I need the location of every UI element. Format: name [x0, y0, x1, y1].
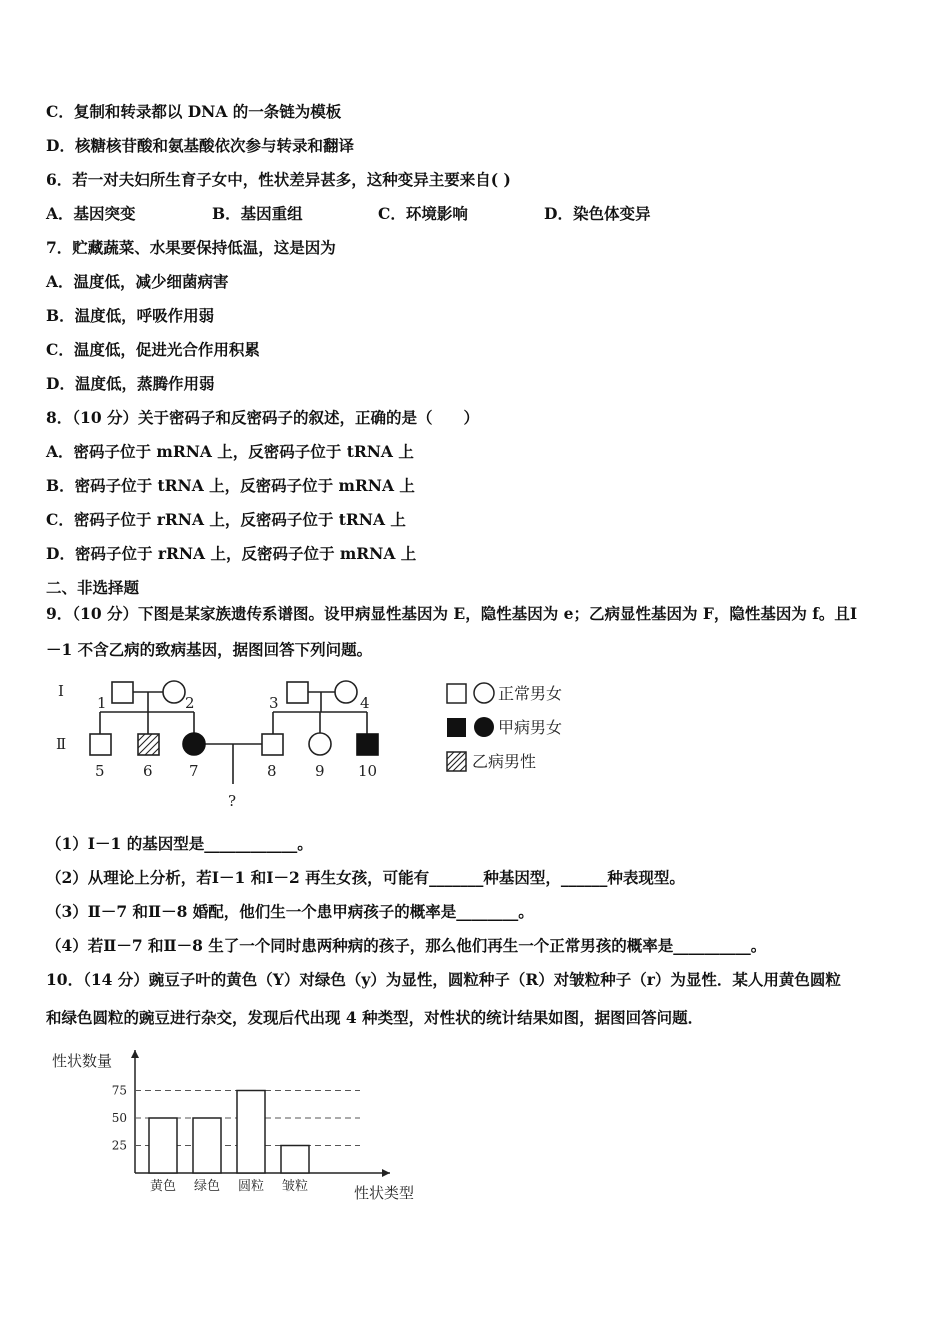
- q8-option-c: C．密码子位于 rRNA 上，反密码子位于 tRNA 上: [46, 510, 406, 529]
- generation-i-label: Ⅰ: [58, 682, 64, 700]
- x-axis-arrow: [382, 1169, 390, 1177]
- label-1: 1: [97, 694, 107, 712]
- pedigree-figure: [40, 672, 600, 812]
- label-unknown-child: ?: [228, 792, 237, 810]
- bar-皱粒: [281, 1146, 309, 1174]
- y-axis-arrow: [131, 1050, 139, 1058]
- q7-option-b: B．温度低，呼吸作用弱: [46, 306, 215, 325]
- individual-10-disease-a-male: [357, 734, 378, 755]
- x-tick-label-黄色: 黄色: [149, 1179, 177, 1194]
- individual-3-normal-male: [287, 682, 308, 703]
- q6-stem: 6．若一对夫妇所生育子女中，性状差异甚多，这种变异主要来自( ): [46, 170, 511, 189]
- chart-xlabel: 性状类型: [354, 1184, 415, 1202]
- q7-option-c: C．温度低，促进光合作用积累: [46, 340, 260, 359]
- q7-option-d: D．温度低，蒸腾作用弱: [46, 374, 215, 393]
- q5-option-d: D．核糖核苷酸和氨基酸依次参与转录和翻译: [46, 136, 354, 155]
- bar-圆粒: [237, 1091, 265, 1174]
- individual-1-normal-male: [112, 682, 133, 703]
- q8-option-a: A．密码子位于 mRNA 上，反密码子位于 tRNA 上: [46, 442, 414, 461]
- q6-option-c: C．环境影响: [378, 204, 468, 223]
- q10-stem-line1: 10．（14 分）豌豆子叶的黄色（Y）对绿色（y）为显性，圆粒种子（R）对皱粒种子（r）为显性．某人用黄色圆粒: [46, 970, 841, 989]
- label-7: 7: [189, 762, 199, 780]
- legend-disease-b-label: 乙病男性: [472, 752, 537, 771]
- y-tick-label-50: 50: [111, 1111, 127, 1125]
- q8-option-d: D．密码子位于 rRNA 上，反密码子位于 mRNA 上: [46, 544, 417, 563]
- individual-4-normal-female: [335, 681, 357, 703]
- legend-normal-male-icon: [447, 684, 466, 703]
- q9-sub-2: （2）从理论上分析，若Ⅰ－1 和Ⅰ－2 再生女孩，可能有_______种基因型，______种表现型。: [46, 868, 685, 887]
- q6-option-a: A．基因突变: [46, 204, 136, 223]
- bar-绿色: [193, 1118, 221, 1173]
- q7-option-a: A．温度低，减少细菌病害: [46, 272, 229, 291]
- label-3: 3: [269, 694, 279, 712]
- hatch-6: [138, 734, 159, 755]
- chart-ylabel: 性状数量: [52, 1052, 113, 1070]
- legend-normal-label: 正常男女: [498, 684, 563, 703]
- q6-options: [46, 204, 650, 224]
- individual-7-disease-a-female: [183, 733, 205, 755]
- q9-sub-3: （3）Ⅱ－7 和Ⅱ－8 婚配，他们生一个患甲病孩子的概率是________。: [46, 902, 534, 921]
- label-2: 2: [185, 694, 195, 712]
- legend-disease-a-female-icon: [474, 717, 494, 737]
- q7-stem: 7．贮藏蔬菜、水果要保持低温，这是因为: [46, 238, 336, 257]
- q6-option-b: B．基因重组: [212, 204, 303, 223]
- q8-option-b: B．密码子位于 tRNA 上，反密码子位于 mRNA 上: [46, 476, 415, 495]
- individual-5-normal-male: [90, 734, 111, 755]
- generation-ii-label: Ⅱ: [56, 735, 67, 753]
- x-tick-label-圆粒: 圆粒: [237, 1179, 265, 1194]
- individual-2-normal-female: [163, 681, 185, 703]
- q9-sub-4: （4）若Ⅱ－7 和Ⅱ－8 生了一个同时患两种病的孩子，那么他们再生一个正常男孩的概率是__________。: [46, 936, 767, 955]
- q5-option-c: C．复制和转录都以 DNA 的一条链为模板: [46, 102, 342, 121]
- label-6: 6: [143, 762, 153, 780]
- x-tick-label-皱粒: 皱粒: [281, 1179, 309, 1194]
- legend-disease-a-label: 甲病男女: [498, 718, 563, 737]
- q9-sub-1: （1）Ⅰ－1 的基因型是____________。: [46, 834, 313, 853]
- q10-stem-line2: 和绿色圆粒的豌豆进行杂交，发现后代出现 4 种类型，对性状的统计结果如图，据图回答问题．: [46, 1008, 704, 1027]
- legend-normal-female-icon: [474, 683, 494, 703]
- label-9: 9: [315, 762, 325, 780]
- label-4: 4: [360, 694, 370, 712]
- y-tick-label-75: 75: [111, 1083, 127, 1098]
- label-5: 5: [95, 762, 105, 780]
- x-tick-label-绿色: 绿色: [193, 1179, 221, 1194]
- label-10: 10: [358, 762, 378, 780]
- label-8: 8: [267, 762, 277, 780]
- y-tick-label-25: 25: [111, 1138, 127, 1153]
- individual-9-normal-female: [309, 733, 331, 755]
- individual-8-normal-male: [262, 734, 283, 755]
- trait-bar-chart: [40, 1040, 440, 1210]
- section-heading: 二、非选择题: [46, 578, 140, 597]
- bar-黄色: [149, 1118, 177, 1173]
- q6-option-d: D．染色体变异: [544, 204, 651, 223]
- q9-stem-line1: 9．（10 分）下图是某家族遗传系谱图。设甲病显性基因为 E，隐性基因为 e；乙病显性基因为 F，隐性基因为 f。且Ⅰ: [46, 604, 858, 623]
- q9-stem-line2: －1 不含乙病的致病基因，据图回答下列问题。: [46, 640, 373, 659]
- q8-stem: 8．（10 分）关于密码子和反密码子的叙述，正确的是（ ）: [46, 408, 480, 427]
- legend-disease-a-male-icon: [447, 718, 466, 737]
